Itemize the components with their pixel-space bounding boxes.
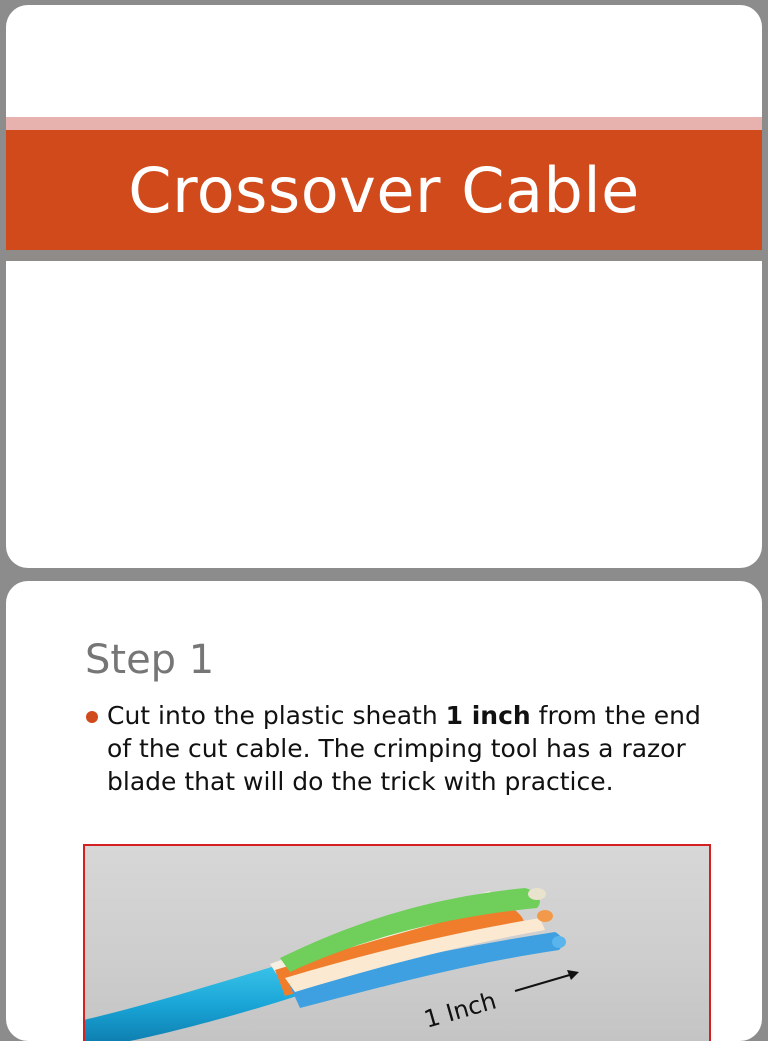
cable-photo-illustration xyxy=(85,846,709,1041)
title-bottom-bar xyxy=(6,250,762,261)
title-accent-bar xyxy=(6,117,762,130)
title-band xyxy=(6,130,762,250)
slide-heading: Step 1 xyxy=(85,637,215,683)
wire-end-1 xyxy=(528,888,546,900)
wire-end-3 xyxy=(552,936,566,948)
bullet-text-part-1: Cut into the plastic sheath xyxy=(107,701,446,730)
photo-label: 1 Inch xyxy=(420,986,500,1034)
bullet-icon xyxy=(86,711,98,723)
cable-jacket xyxy=(85,966,297,1041)
cable-photo xyxy=(83,844,711,1041)
bullet-text-bold: 1 inch xyxy=(445,701,531,730)
bullet-text-part-2: from the end of the cut cable. The crimping tool has a razor blade that will do the trick with practice. xyxy=(107,701,701,796)
content-slide xyxy=(6,581,762,1041)
title-slide xyxy=(6,5,762,568)
measure-arrow xyxy=(515,974,573,991)
wire-end-2 xyxy=(537,910,553,922)
bullet-text xyxy=(107,699,712,798)
slide-title: Crossover Cable xyxy=(128,153,640,227)
